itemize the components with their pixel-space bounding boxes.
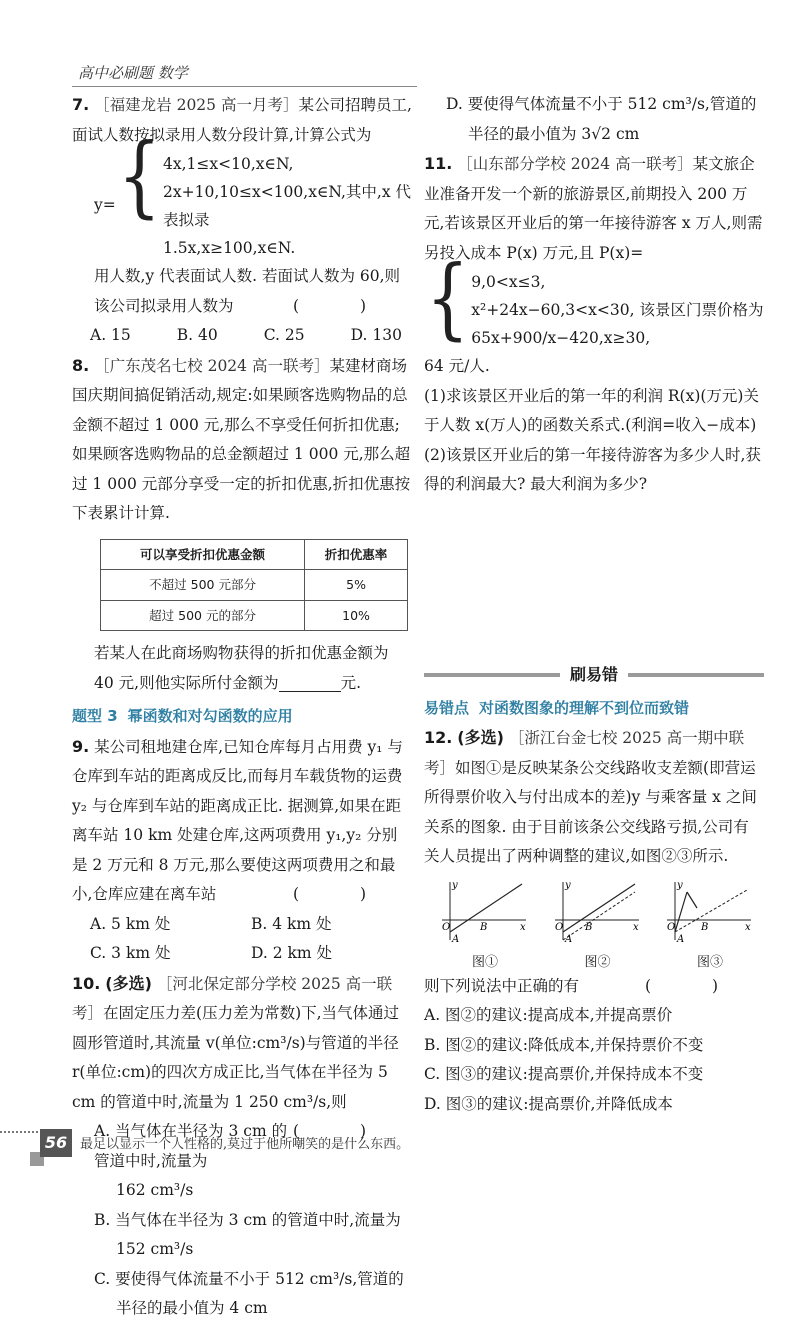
piece: 2x+10,10≤x<100,x∈N, (163, 183, 346, 201)
question-9 (72, 732, 412, 969)
svg-text:x: x (520, 921, 526, 933)
banner-title: 刷易错 (560, 660, 628, 690)
brace-symbol: { (426, 247, 470, 351)
question-number: 11. (424, 154, 453, 173)
svg-text:B: B (584, 921, 592, 933)
table-cell: 5% (305, 570, 408, 601)
options (72, 910, 412, 940)
svg-text:A: A (564, 933, 572, 945)
piece: 65x+900/x−420,x≥30, (471, 329, 651, 347)
question-8 (72, 351, 412, 699)
table-cell: 不超过 500 元部分 (101, 570, 305, 601)
sub-question-2: (2)该景区开业后的第一年接待游客为多少人时,获得的利润最大? 最大利润为多少? (424, 445, 761, 493)
table-header: 可以享受折扣优惠金额 (101, 539, 305, 570)
question-12 (424, 723, 764, 1119)
section-heading (72, 702, 412, 732)
answer-parentheses: ( ) (292, 296, 394, 315)
question-text: 如图①是反映某条公交线路收支差额(即营运所得票价收入与付出成本的差)y 与乘客量 x 之间关系的图象. 由于目前该条公交线路亏损,公司有关人员提出了两种调整的建议,如图②③所示. (424, 758, 757, 865)
figure-1 (440, 878, 530, 972)
question-text: 则下列说法中正确的有 (424, 976, 580, 995)
brace-symbol: { (117, 125, 162, 229)
running-header: 高中必刷题 数学 (78, 64, 188, 82)
piecewise-function (424, 247, 764, 352)
discount-table (100, 539, 408, 632)
piece: 1.5x,x≥100,x∈N. (163, 239, 296, 257)
question-number: 9. (72, 736, 90, 756)
svg-text:y: y (452, 879, 458, 891)
figure-caption: 图② (584, 954, 611, 970)
figure-caption: 图③ (696, 954, 723, 970)
option-a: A. 5 km 处 (90, 914, 171, 933)
option-c: C. 要使得气体流量不小于 512 cm³/s,管道的 半径的最小值为 4 cm (94, 1269, 404, 1317)
section-title: 幂函数和对勾函数的应用 (127, 707, 293, 725)
multi-select-tag: (多选) (457, 728, 504, 747)
piece: x²+24x−60,3<x<30, (471, 301, 635, 319)
svg-text:y: y (677, 879, 683, 891)
error-point-heading (424, 694, 764, 724)
question-text: 某建材商场国庆期间搞促销活动,规定:如果顾客选购物品的总金额不超过 1 000 元,那么不享受任何折扣优惠;如果顾客选购物品的总金额超过 1 000 元,那么超过 1 000 元部分享受一定的折扣优惠,折扣优惠按下表累计计算. (72, 356, 411, 522)
option-d: D. 2 km 处 (251, 944, 333, 962)
option-b: B. 当气体在半径为 3 cm 的管道中时,流量为 152 cm³/s (94, 1210, 401, 1258)
option-c: C. 3 km 处 (90, 944, 171, 962)
svg-text:x: x (745, 921, 751, 933)
question-source: ［山东部分学校 2024 高一联考］ (457, 155, 693, 173)
graph-2 (553, 878, 643, 948)
option-a: A. 当气体在半径为 3 cm 的管道中时,流量为 162 cm³/s (94, 1122, 288, 1199)
question-number: 12. (424, 728, 453, 747)
question-source: ［福建龙岩 2025 高一月考］ (94, 96, 299, 114)
question-text: 在固定压力差(压力差为常数)下,当气体通过圆形管道时,其流量 v(单位:cm³/s)与管道的半径 r(单位:cm)的四次方成正比,当气体在半径为 5 cm 的管道中时,流量为 1 250 cm³/s,则 (72, 1004, 400, 1111)
page-number: 56 (40, 1129, 72, 1157)
table-cell: 10% (305, 600, 408, 631)
option-d: D. 图③的建议:提高票价,并降低成本 (424, 1094, 673, 1113)
section-banner (424, 660, 764, 690)
piecewise-function (72, 125, 412, 262)
option-a: A. 15 (90, 326, 131, 344)
svg-text:O: O (554, 921, 563, 933)
option-a: A. 图②的建议:提高成本,并提高票价 (424, 1006, 673, 1024)
options (72, 939, 412, 969)
question-number: 10. (72, 973, 101, 993)
table-header: 折扣优惠率 (305, 539, 408, 570)
piece: 9,0<x≤3, (471, 273, 546, 291)
answer-parentheses: ( ) (292, 885, 394, 903)
question-text: 某文旅企业准备开发一个新的旅游景区,前期投入 200 万元,若该景区开业后的第一年接待游客 x 万人,则需另投入成本 P(x) 万元,且 P(x)= (424, 155, 763, 262)
error-point-label: 易错点 (424, 698, 470, 717)
question-text: 某公司租地建仓库,已知仓库每月占用费 y₁ 与仓库到车站的距离成反比,而每月车载货物的运费 y₂ 与仓库到车站的距离成正比. 据测算,如果在距离车站 10 km 处建仓库,这两项费用 y₁,y₂ 分别是 2 万元和 8 万元,那么要使这两项费用之和最小,仓库应建在离车站 (72, 737, 403, 903)
section-label: 题型 3 (72, 707, 118, 725)
q10-option-d: D. 要使得气体流量不小于 512 cm³/s,管道的 半径的最小值为 3√2 cm (446, 95, 757, 143)
table-row (101, 570, 408, 601)
graph-3 (665, 878, 755, 948)
question-text: 若某人在此商场购物获得的折扣优惠金额为 40 元,则他实际所付金额为 (94, 644, 389, 692)
option-c: C. 25 (263, 326, 305, 344)
question-source: ［广东茂名七校 2024 高一联考］ (94, 356, 330, 375)
right-column (424, 90, 764, 1119)
graph-1 (440, 878, 530, 948)
figure-2 (553, 878, 643, 972)
option-b: B. 4 km 处 (251, 914, 332, 933)
question-text-end: 元. (340, 673, 362, 692)
question-text: 用人数,y 代表面试人数. 若面试人数为 60,则该公司拟录用人数为 (94, 267, 401, 315)
question-number: 8. (72, 355, 90, 375)
svg-text:y: y (564, 879, 571, 891)
svg-text:A: A (677, 933, 685, 945)
answer-blank[interactable] (279, 673, 341, 692)
question-number: 7. (72, 95, 90, 114)
footer-dots (0, 1131, 38, 1133)
svg-text:x: x (632, 921, 639, 933)
question-source: ［河北保定部分学校 2025 高一联考］ (72, 974, 393, 1022)
function-label: y= (94, 196, 116, 215)
table-row (101, 600, 408, 631)
answer-parentheses: ( ) (292, 1122, 394, 1140)
error-point-title: 对函数图象的理解不到位而致错 (479, 698, 690, 717)
header-rule (72, 86, 417, 87)
figure-caption: 图① (471, 954, 498, 970)
svg-text:O: O (667, 921, 676, 933)
question-source: ［浙江台金七校 2025 高一期中联考］ (424, 729, 745, 777)
sub-question-1: (1)求该景区开业后的第一年的利润 R(x)(万元)关于人数 x(万人)的函数关系式.(利润=收入−成本) (424, 386, 759, 434)
multi-select-tag: (多选) (105, 973, 152, 993)
option-c: C. 图③的建议:提高票价,并保持成本不变 (424, 1065, 704, 1083)
question-11 (424, 149, 764, 500)
figure-3 (665, 878, 755, 972)
footer-quote: 最足以显示一个人性格的,莫过于他所嘲笑的是什么东西。 (80, 1137, 410, 1152)
option-b: B. 40 (176, 326, 218, 344)
svg-text:B: B (480, 921, 488, 933)
answer-parentheses: ( ) (644, 976, 746, 995)
question-7 (72, 90, 412, 351)
figure-group (440, 878, 755, 972)
piece-tail: 该景区门票价格为 (639, 301, 764, 319)
svg-text:A: A (452, 933, 460, 945)
svg-text:O: O (442, 921, 451, 933)
piece: 4x,1≤x<10,x∈N, (163, 155, 294, 173)
piece-tail: 其中,x 代表拟录 (163, 183, 412, 229)
option-b: B. 图②的建议:降低成本,并保持票价不变 (424, 1035, 704, 1054)
question-text: 某公司招聘员工,面试人数按拟录用人数分段计算,计算公式为 (72, 96, 412, 144)
table-cell: 超过 500 元的部分 (101, 600, 305, 631)
option-d: D. 130 (350, 326, 402, 344)
svg-text:B: B (701, 921, 709, 933)
options (72, 321, 412, 351)
question-text: 64 元/人. (424, 357, 490, 375)
